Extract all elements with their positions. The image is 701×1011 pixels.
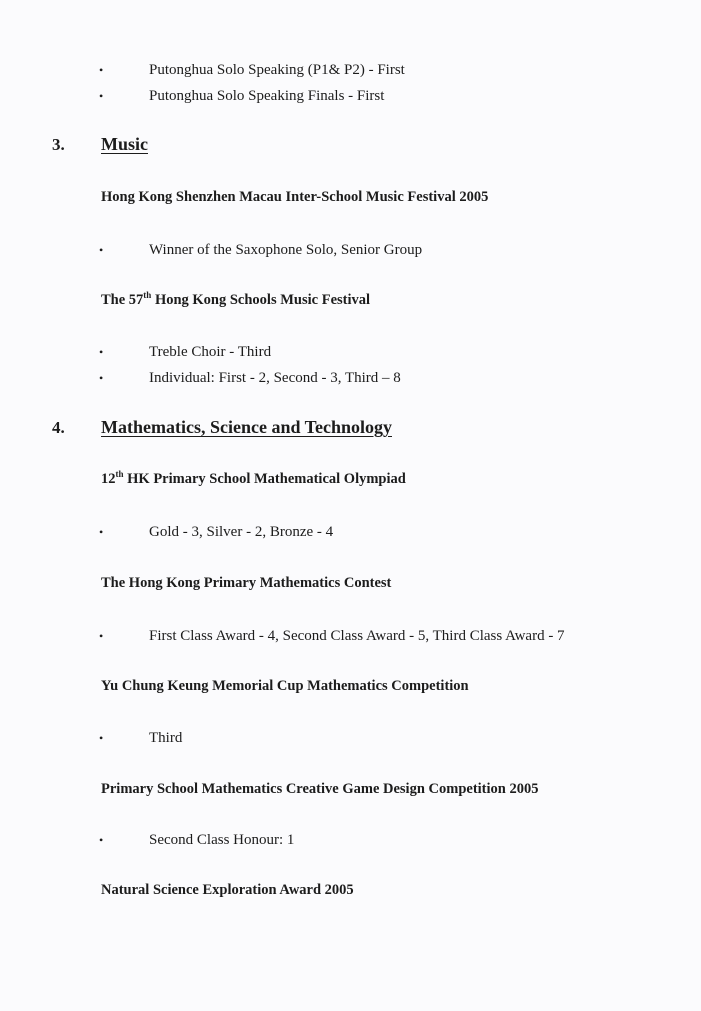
bullet: • <box>99 629 104 643</box>
subheading-hk-schools-music-festival <box>101 292 370 309</box>
subheading-hk-sz-macau-festival: Hong Kong Shenzhen Macau Inter-School Music Festival 2005 <box>101 189 489 205</box>
bullet: • <box>99 243 104 257</box>
subheading-game-design-competition: Primary School Mathematics Creative Game Design Competition 2005 <box>101 781 539 797</box>
section-number: 3. <box>52 135 65 154</box>
bullet: • <box>99 345 104 359</box>
ordinal-suffix: th <box>115 469 124 480</box>
list-item-text: Individual: First - 2, Second - 3, Third – 8 <box>149 370 401 386</box>
bullet: • <box>99 833 104 847</box>
subheading-natural-science-award: Natural Science Exploration Award 2005 <box>101 882 354 898</box>
list-item-text: Third <box>149 730 183 746</box>
subheading-primary-math-contest: The Hong Kong Primary Mathematics Contest <box>101 575 392 591</box>
section-title-music: Music <box>101 134 148 154</box>
list-item-text: First Class Award - 4, Second Class Award - 5, Third Class Award - 7 <box>149 628 565 644</box>
list-item-text: Winner of the Saxophone Solo, Senior Group <box>149 242 423 258</box>
heading-text: 12 <box>101 471 116 487</box>
section-title-math-science-tech: Mathematics, Science and Technology <box>101 417 392 437</box>
list-item-text: Treble Choir - Third <box>149 344 272 360</box>
bullet: • <box>99 525 104 539</box>
heading-text: HK Primary School Mathematical Olympiad <box>123 471 406 487</box>
bullet: • <box>99 63 104 77</box>
ordinal-suffix: th <box>143 290 152 301</box>
section-number: 4. <box>52 418 65 437</box>
subheading-yu-chung-keung-cup: Yu Chung Keung Memorial Cup Mathematics Competition <box>101 678 469 694</box>
subheading-olympiad <box>101 471 406 488</box>
list-item-text: Gold - 3, Silver - 2, Bronze - 4 <box>149 524 334 540</box>
bullet: • <box>99 371 104 385</box>
bullet: • <box>99 731 104 745</box>
bullet: • <box>99 89 104 103</box>
list-item-text: Second Class Honour: 1 <box>149 832 295 848</box>
heading-text: Hong Kong Schools Music Festival <box>151 292 371 308</box>
list-item-text: Putonghua Solo Speaking Finals - First <box>149 88 385 104</box>
list-item-text: Putonghua Solo Speaking (P1& P2) - First <box>149 62 405 78</box>
heading-text: The 57 <box>101 292 144 308</box>
